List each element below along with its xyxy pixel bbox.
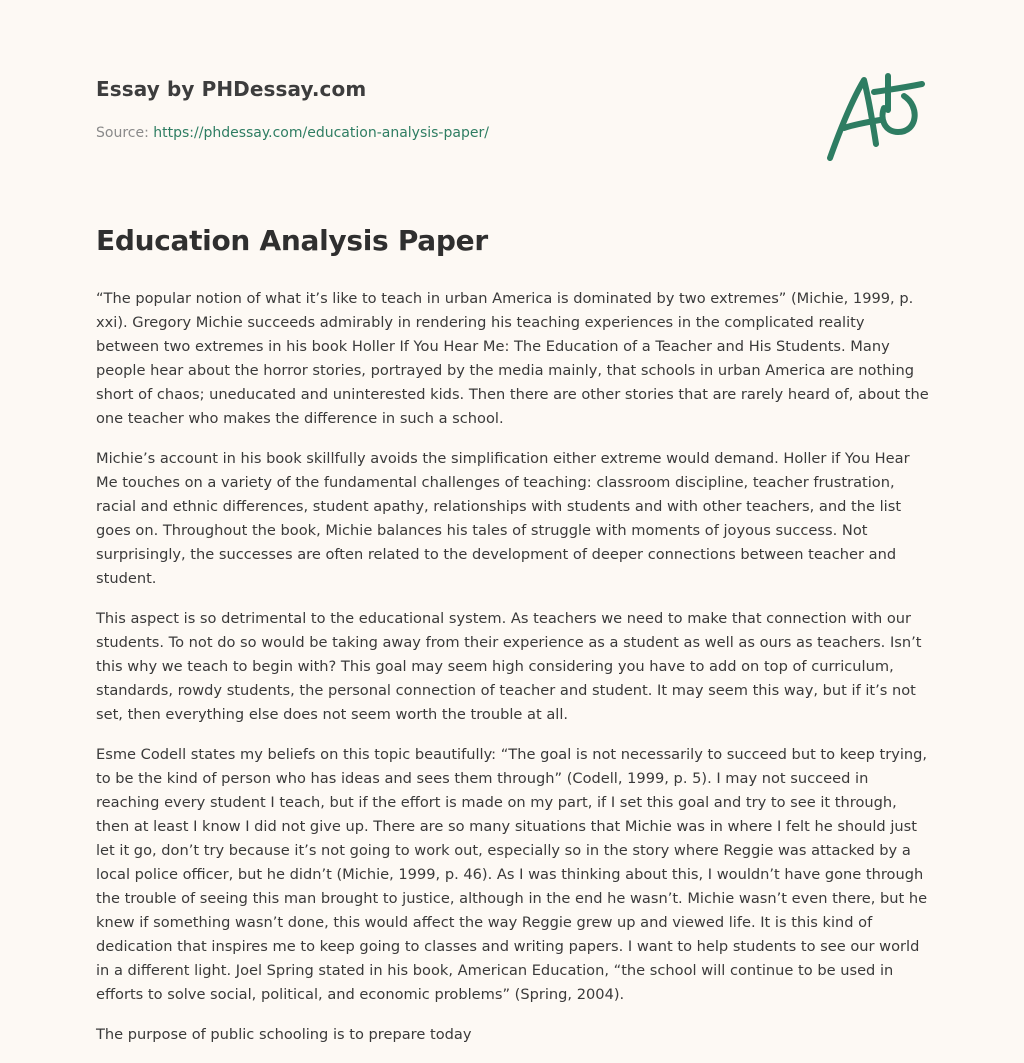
a-plus-logo bbox=[826, 70, 926, 162]
essay-paragraph: This aspect is so detrimental to the educational system. As teachers we need to make that connection with our students. To not do so would be taking away from their experience as a student as well as ours as teachers. Isn’t this why we teach to begin with? This goal may seem high considering you have to add on top of curriculum, standards, rowdy students, the personal connection of teacher and student. It may seem this way, but if it’s not set, then everything else does not seem worth the trouble at all. bbox=[96, 610, 922, 723]
source-link[interactable]: https://phdessay.com/education-analysis-paper/ bbox=[153, 125, 489, 141]
essay-paragraph: The purpose of public schooling is to prepare today bbox=[96, 1026, 472, 1043]
essay-body bbox=[96, 287, 932, 1063]
essay-paragraph: “The popular notion of what it’s like to teach in urban America is dominated by two extremes” (Michie, 1999, p. xxi). Gregory Michie succeeds admirably in rendering his teaching experiences in the complicated reality between two extremes in his book Holler If You Hear Me: The Education of a Teacher and His Students. Many people hear about the horror stories, portrayed by the media mainly, that schools in urban America are nothing short of chaos; uneducated and uninterested kids. Then there are other stories that are rarely heard of, about the one teacher who makes the difference in such a school. bbox=[96, 290, 929, 427]
source-label: Source: bbox=[96, 125, 154, 141]
site-brand: Essay by PHDessay.com bbox=[96, 77, 367, 101]
source-line bbox=[96, 125, 489, 141]
essay-paragraph: Esme Codell states my beliefs on this topic beautifully: “The goal is not necessarily to succeed but to keep trying, to be the kind of person who has ideas and sees them through” (Codell, 1999, p. 5). I may not succeed in reaching every student I teach, but if the effort is made on my part, if I set this goal and try to see it through, then at least I know I did not give up. There are so many situations that Michie was in where I felt he should just let it go, don’t try because it’s not going to work out, especially so in the story where Reggie was attacked by a local police officer, but he didn’t (Michie, 1999, p. 46). As I was thinking about this, I wouldn’t have gone through the trouble of seeing this man brought to justice, although in the end he wasn’t. Michie wasn’t even there, but he knew if something wasn’t done, this would affect the way Reggie grew up and viewed life. It is this kind of dedication that inspires me to keep going to classes and writing papers. I want to help students to see our world in a different light. Joel Spring stated in his book, American Education, “the school will continue to be used in efforts to solve social, political, and economic problems” (Spring, 2004). bbox=[96, 746, 928, 1003]
essay-title: Education Analysis Paper bbox=[96, 224, 488, 257]
essay-paragraph: Michie’s account in his book skillfully avoids the simplification either extreme would demand. Holler if You Hear Me touches on a variety of the fundamental challenges of teaching: classroom discipline, teacher frustration, racial and ethnic differences, student apathy, relationships with students and with other teachers, and the list goes on. Throughout the book, Michie balances his tales of struggle with moments of joyous success. Not surprisingly, the successes are often related to the development of deeper connections between teacher and student. bbox=[96, 450, 910, 587]
